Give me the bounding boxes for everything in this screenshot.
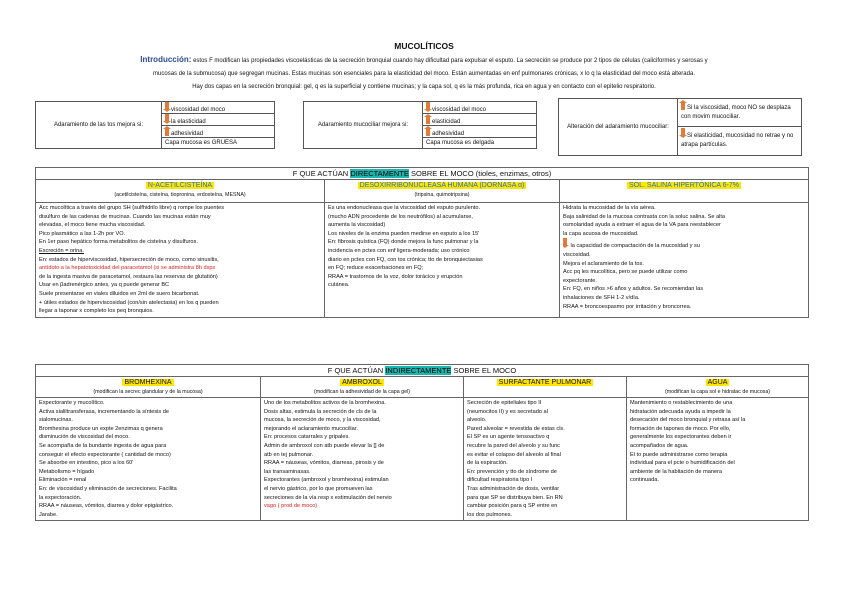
body-line: Metabolismo = hígado [39, 468, 95, 475]
box2-row: viscosidad del moco [432, 107, 487, 113]
box1-row: adhesividad [171, 131, 204, 137]
col-sub-ambroxol: (modifican la adhesividad de la capa gel) [314, 389, 410, 395]
intro-line-2: mucosas de la submucosa) que segregan mucinas. Estas mucinas son esenciales para la elasticidad del moco. Están aumentadas en enf pulmonares crónicas, x lo q la elasticidad del moco está alterada. [153, 71, 695, 77]
body-line: Uno de los metabolitos activos de la bromhexina. [264, 400, 386, 406]
body-line: Pared alveolar = revestida de estas cls. [467, 425, 565, 432]
indirect-header-post: SOBRE EL MOCO [451, 366, 517, 375]
indirect-acting-table [35, 364, 809, 521]
body-line: la capa acuosa de mucosidad. [563, 230, 639, 237]
body-line: Se acompaña de la bundante ingesta de agua para [39, 442, 167, 449]
indirect-header [36, 365, 809, 377]
body-line: en FQ; reduce exacerbaciones en FQ; [328, 265, 424, 272]
mucociliary-alteration-label: Alteración del adaramiento mucociliar: [567, 124, 669, 130]
direct-acting-table [35, 167, 809, 318]
arrow-down-icon [563, 238, 567, 245]
arrow-up-icon [426, 129, 430, 136]
body-line: cambiar posición para q SP entre en [467, 503, 558, 510]
body-line: Es una endonucleasa que la viscosidad del esputo purulento. [328, 205, 481, 211]
body-line: Bromhexina produce un expte 2enzimas q genera [39, 425, 163, 432]
arrow-down-icon [681, 128, 685, 135]
body-line: recubre la pared del alveolo y su func [467, 442, 560, 449]
body-line: los dos pulmones. [467, 511, 513, 518]
body-line: atb en tej pulmonar. [264, 451, 314, 458]
body-line: ambiente de la habitación de manera [630, 468, 723, 475]
body-line: Suele presentarse en viales diluidos en 2ml de suero bicarbonat. [39, 290, 200, 297]
body-line: Mantenimiento o restablecimiento de una [630, 400, 733, 406]
body-line: de la ingesta masiva de paracetamol, restaura las reservas de glutatión) [39, 273, 218, 280]
body-line: En: de viscosidad y eliminación de secreciones. Facilita [39, 485, 177, 492]
body-line: las transaminasas. [264, 468, 311, 475]
body-line: acompañados de agua. [630, 442, 689, 449]
body-line: Tras administración de dosis, ventilar [467, 485, 560, 492]
body-line: hidratación adecuada ayuda a impedir la [630, 408, 731, 415]
body-line: secreciones de la vía resp x estimulación del nervio [264, 494, 392, 501]
body-line: la expectoración. [39, 494, 82, 501]
body-line: elevadas, el moco tiene mucha viscosidad. [39, 222, 146, 229]
arrow-down-icon [426, 102, 430, 109]
body-line: expectorante. [563, 277, 597, 284]
body-line: Jarabe. [39, 511, 58, 518]
body-line: Mejora el aclaramiento de la tos. [563, 260, 644, 267]
body-line: individual para el pcte o humidificación del [630, 460, 735, 467]
box3-row-1: Si la viscosidad, moco NO se desplaza con movim mucociliar. [681, 105, 791, 120]
intro-line-3: Hay dos capas en la secreción bronquial: gel, q es la superficial y contiene mucinas; y la capa sol, q es la más profunda, rica en agua y en contacto con el epitelio respiratorio. [192, 84, 656, 90]
body-line: Expectorante y mucolítico. [39, 400, 105, 406]
col-title-dornasa: DESOXIRRIBONUCLEASA HUMANA (DORNASA α) [359, 182, 525, 189]
body-line: disminución de viscosidad del moco. [39, 434, 130, 441]
body-line: Hidrata la mucosidad de la vía aérea. [563, 205, 656, 211]
col-title-saline: SOL. SALINA HIPERTÓNICA 6-7% [629, 182, 739, 189]
body-line: + útiles estados de hiperviscosidad (con/sin atelectasia) en los q pueden [39, 299, 219, 306]
nac-body [36, 203, 325, 318]
body-line: RRAA = náuseas, vómitos, diarrea y dolor epigástrico. [39, 503, 174, 510]
body-line: Activa sialiltransferasa, incrementando la síntesis de [39, 408, 169, 415]
arrow-up-icon [165, 129, 169, 136]
box2-row: Capa mucosa es delgada [426, 140, 495, 146]
indirect-header-pre: F QUE ACTÚAN [327, 366, 386, 375]
body-line: inhalaciones de SFH 1-2 v/día. [563, 294, 640, 301]
direct-header-highlight: DIRECTAMENTE [350, 169, 409, 178]
intro-line-1: estos F modifican las propiedades viscoelásticas de la secreción bronquial cuando hay dificultad para expulsar el esputo. La secreción se produce por 2 tipos de células (caliciformes y serosas y [193, 58, 708, 64]
col-title-nac: N-ACETILCISTEÍNA [147, 182, 213, 189]
body-line: mejorando el aclaramiento mucociliar. [264, 425, 358, 432]
body-line: osmolaridad ayuda a extraer el agua de la VA para reestablecer [563, 222, 721, 229]
saline-body [560, 203, 809, 318]
introduction [34, 53, 814, 94]
body-line: aumenta la viscosidad) [328, 222, 386, 229]
box1-row: Capa mucosa es GRUESA [165, 140, 238, 146]
box2-row: adhesividad [432, 131, 465, 137]
body-line: RRAA = broncoespasmo por irritación y broncorrea. [563, 303, 692, 310]
body-line: Secreción de epiteliales tipo II [467, 400, 542, 406]
body-line: RRAA = trastornos de la voz, dolor torácico y erupción [328, 273, 463, 280]
body-line: Los niveles de la enzima pueden medirse en esputo a los 15' [328, 230, 480, 237]
col-title-ambroxol: AMBROXOL [342, 379, 382, 386]
body-line: sialomucinas. [39, 417, 73, 424]
body-line: Eliminación = renal [39, 477, 87, 484]
body-line: El to puede administrarse como terapia [630, 451, 728, 458]
surfactante-body [464, 398, 627, 521]
col-sub-dornasa: (tripsina, quimotripsina) [414, 192, 470, 198]
body-line: Pico plasmático a las 1-2h por VO. [39, 230, 126, 237]
box1-row: viscosidad del moco [171, 107, 226, 113]
arrow-up-icon [681, 103, 685, 110]
col-title-surfactante: SURFACTANTE PULMONAR [498, 379, 592, 386]
col-title-agua: AGUA [707, 379, 728, 386]
body-line: Usar en βadrenérgico antes, ya q puede generar BC [39, 282, 170, 289]
body-line: (mucho ADN procedente de los neutrófilos) al acumularse, [328, 213, 473, 220]
indirect-header-highlight: INDIRECTAMENTE [385, 366, 452, 375]
body-line: continuada. [630, 477, 659, 484]
body-line: Baja salinidad de la mucosa contrasta con la soluc salina. Se alta [563, 213, 726, 220]
col-sub-agua: (modifican la capa sol e hidratac de mucosa) [664, 389, 771, 395]
body-line: Admin de ambroxol con atb puede elevar la [] de [264, 442, 385, 449]
body-line: desecación del moco bronquial y retrasa así la [630, 417, 746, 424]
body-line: formación de tapones de moco. Por ello, [630, 425, 731, 432]
body-line: viscosidad. [563, 251, 591, 258]
page-title: MUCOLÍTICOS [394, 41, 454, 51]
body-line: En 1er paso hepático forma metabolitos de cisteína y disulfuros. [39, 239, 198, 246]
body-line: (neumocitos II) y es secretado al [467, 408, 548, 415]
body-line: de la espiración. [467, 460, 508, 467]
mucociliary-clearance-box [303, 101, 537, 149]
col-sub-nac: (acetilcisteína, cisteína, tiopronina, erdosteína, MESNA) [114, 192, 246, 198]
dornasa-body [325, 203, 560, 318]
body-line: antídoto a la hepatotoxicidad del paracetamol (si se administra 8h dsps [39, 265, 216, 272]
ambroxol-body [261, 398, 464, 521]
body-line: disulfuro de las cadenas de mucinas. Cuando las mucinas están muy [39, 213, 211, 220]
agua-body [627, 398, 809, 521]
body-line: alveolo. [467, 417, 487, 424]
box2-row: elasticidad [432, 119, 461, 125]
body-line: Dosis altas, estimula la secreción de cls de la [264, 408, 377, 415]
col-title-bromhexina: BROMHEXINA [124, 379, 172, 386]
mucociliary-clearance-label: Adaramiento mucociliar mejora si: [317, 122, 409, 128]
body-line: Acc pq les mucolítica, pero se puede utilizar como [563, 269, 688, 276]
body-line: Acc mucolítica a través del grupo SH (sulfhidrilo libre) q rompe los puentes [39, 205, 224, 211]
body-line: En: estados de hiperviscosidad, hipersecreción de moco, como sinusitis, [39, 256, 219, 263]
body-line: Se absorbe en intestino, pico a los 60' [39, 460, 134, 467]
arrow-down-icon [165, 114, 169, 121]
body-line: conseguir el efecto expectorante ( cantidad de moco) [39, 451, 171, 458]
intro-label: Introducción: [140, 55, 192, 64]
mucociliary-alteration-box [558, 98, 802, 156]
cough-clearance-label: Adaramiento de las tos mejora si: [53, 122, 144, 128]
body-line: En: prevención y tto de síndrome de [467, 468, 557, 475]
box1-row: la elasticidad [171, 119, 206, 125]
body-line: cutánea. [328, 282, 350, 289]
body-line: RRAA = náuseas, vómitos, diarreas, pirosis y de [264, 460, 384, 467]
direct-header [36, 168, 809, 180]
body-line: la capacidad de compactación de la mucosidad y su [569, 243, 700, 250]
body-line: vago ( prod de moco) [264, 503, 318, 510]
body-line: mucosa, la secreción de moco, y la viscosidad, [264, 417, 381, 424]
body-line: incidencia en pctes con enf ligera-moderada; uso crónico [328, 247, 470, 254]
body-line: El SP es un agente tensoactivo q [467, 434, 550, 441]
body-line: el nervio gástrico, por lo que promueven las [264, 485, 373, 492]
bromhexina-body [36, 398, 261, 521]
body-line: para que SP se distribuya bien. En RN [467, 494, 563, 501]
col-sub-bromhexina: (modifican la secrec glandular y de la mucosa) [93, 389, 203, 395]
body-line: generalmente los expectorantes deben ir [630, 434, 732, 441]
arrow-up-icon [426, 117, 430, 124]
body-line: llegar a taponar x completo los peq bronquios. [39, 308, 154, 315]
direct-header-post: SOBRE EL MOCO (tioles, enzimas, otros) [408, 169, 552, 178]
body-line: es evitar el colapso del alveolo al final [467, 451, 561, 458]
body-line: diario en pctes con FQ, con tos crónica; tto de bronquiectasias [328, 256, 483, 263]
arrow-down-icon [165, 102, 169, 109]
body-line: dificultad respiratoria tipo I [467, 477, 533, 484]
body-line: Expectorantes (ambroxol y bromhexina) estimulan [264, 477, 389, 484]
cough-clearance-box [35, 101, 275, 149]
body-line: En: fibrosis quística (FQ) donde mejora la func pulmonar y la [328, 239, 479, 246]
direct-header-pre: F QUE ACTÚAN [292, 169, 351, 178]
body-line: Excreción = orina. [39, 247, 84, 254]
body-line: En: FQ, en niños >6 años y adultos. Se recomiendan las [563, 286, 704, 293]
box3-row-2: Si elasticidad, mucosidad no retrae y no atrapa partículas. [681, 133, 794, 148]
body-line: En: procesos catarrales y gripales. [264, 434, 350, 441]
